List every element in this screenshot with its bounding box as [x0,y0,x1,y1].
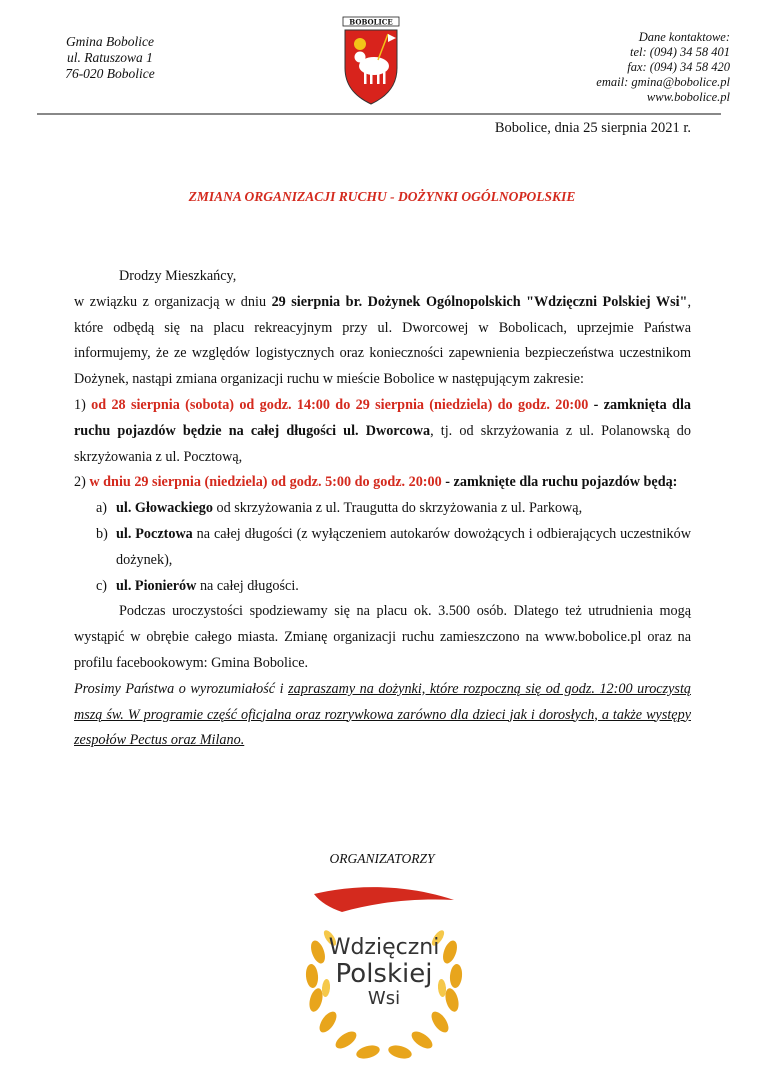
street-item-b [74,522,691,574]
sender-street: ul. Ratuszowa 1 [67,50,153,65]
item-1-period: od 28 sierpnia (sobota) od godz. 14:00 do 29 sierpnia (niedziela) do godz. 20:00 [91,396,589,413]
sender-address [50,34,170,82]
item-2-period: w dniu 29 sierpnia (niedziela) od godz. 5:00 do godz. 20:00 [89,474,442,491]
street-detail: na całej długości (z wyłączeniem autokarów dowożących i odbierających uczestników dożynek), [116,525,691,568]
document-title: ZMIANA ORGANIZACJI RUCHU - DOŻYNKI OGÓLNOPOLSKIE [188,189,576,204]
item-marker: c) [96,577,108,594]
signature: ORGANIZATORZY [329,851,435,866]
contact-email: email: gmina@bobolice.pl [596,75,730,89]
street-name: ul. Pionierów [116,577,197,594]
event-name: 29 sierpnia br. Dożynek Ogólnopolskich "Wdzięczni Polskiej Wsi" [271,293,688,310]
intro-text-continued: , które odbędą się na placu rekreacyjnym przy ul. Dworcowej w Bobolicach, uprzejmie Państwa informujemy, że ze względów logistycznych oraz konieczności zapewnienia bezpieczeństwa uczestnikom Dożynek, nastąpi zmiana organizacji ruchu w mieście Bobolice w następującym zakresie: [74,293,691,388]
item-1-number: 1) [74,396,92,413]
item-marker: b) [96,525,108,542]
letter-body [74,264,691,754]
item-2-number: 2) [74,474,90,491]
item-marker: a) [96,500,108,517]
item-2-closure: - zamknięte dla ruchu pojazdów będą: [441,474,678,491]
letter-date: Bobolice, dnia 25 sierpnia 2021 r. [494,120,691,136]
invitation-paragraph [74,677,691,754]
contact-phone: tel: (094) 34 58 401 [630,45,730,59]
street-text [116,574,691,600]
street-detail: na całej długości. [196,577,299,594]
item-1-closure: - zamknięta dla ruchu pojazdów będzie na całej długości ul. Dworcowa [74,396,691,439]
logo-line-1: Wdzięczni [328,935,440,960]
contact-block [530,30,730,105]
sender-city: 76-020 Bobolice [65,66,155,81]
item-2 [74,470,691,496]
street-text [116,522,691,574]
contact-heading: Dane kontaktowe: [638,30,730,44]
sender-name: Gmina Bobolice [65,34,155,49]
street-text [116,496,691,522]
header-divider [37,113,721,115]
item-1 [74,393,691,470]
intro-paragraph [74,290,691,393]
logo-line-2: Polskiej [335,959,433,989]
street-name: ul. Pocztowa [116,525,193,542]
street-name: ul. Głowackiego [116,500,213,517]
item-1-detail: , tj. od skrzyżowania z ul. Polanowską do skrzyżowania z ul. Pocztową, [74,422,691,465]
bobolice-coat-of-arms [336,16,406,106]
crest-label: BOBOLICE [349,17,393,27]
invitation-underlined: zapraszamy na dożynki, które rozpoczną się od godz. 12:00 uroczystą mszą św. W programie część oficjalna oraz rozrywkowa zarówno dla dzieci jak i dorosłych, a także występy zespołów Pectus oraz Milano. [74,680,691,749]
info-paragraph: Podczas uroczystości spodziewamy się na placu ok. 3.500 osób. Dlatego też utrudnienia mogą wystąpić w obrębie całego miasta. Zmianę organizacji ruchu zamieszczono na www.bobolice.pl oraz na profilu facebookowym: Gmina Bobolice. [74,603,691,671]
greeting: Drodzy Mieszkańcy, [119,268,237,284]
intro-text: w związku z organizacją w dniu [74,293,272,310]
contact-fax: fax: (094) 34 58 420 [627,60,730,74]
logo-line-3: Wsi [367,988,401,1009]
contact-website: www.bobolice.pl [646,90,730,104]
street-item-c [74,574,691,600]
invitation-text: Prosimy Państwa o wyrozumiałość i [74,680,289,697]
street-item-a [74,496,691,522]
wdzieczni-polskiej-wsi-logo [296,880,472,1060]
street-detail: od skrzyżowania z ul. Traugutta do skrzyżowania z ul. Parkową, [212,500,583,517]
